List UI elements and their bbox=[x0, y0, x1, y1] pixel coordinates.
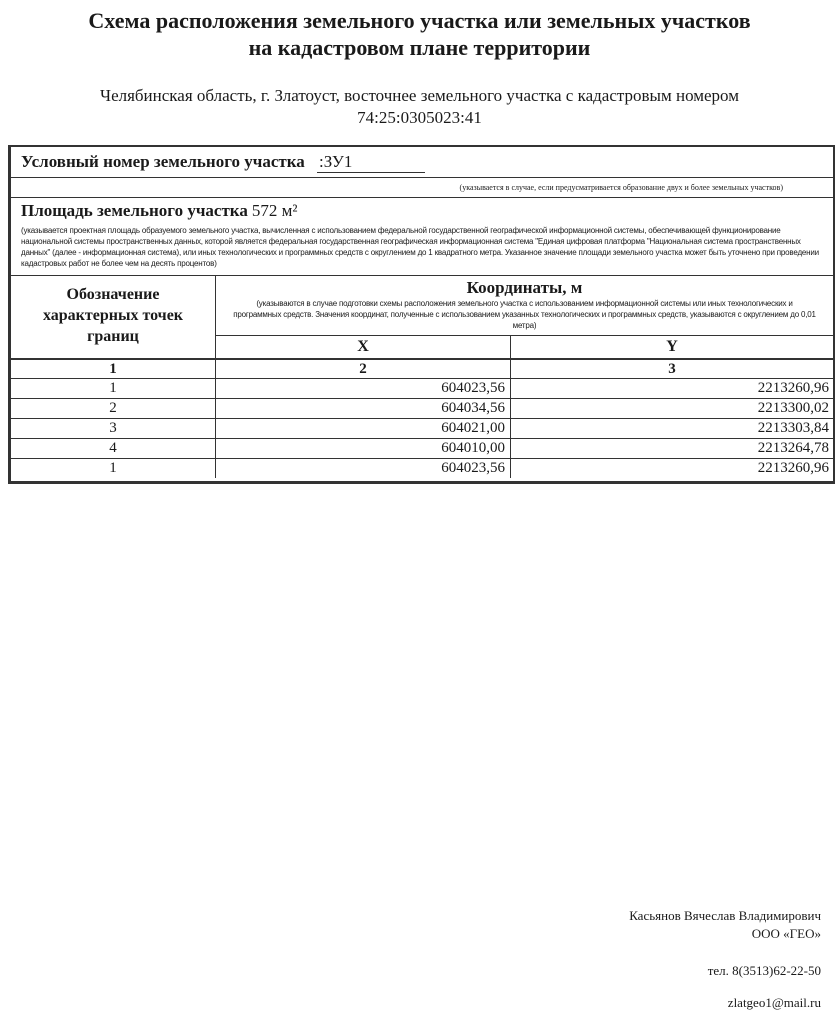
y-column-header: Y bbox=[666, 338, 678, 355]
x-coordinate: 604021,00 bbox=[216, 419, 511, 438]
x-coordinate: 604023,56 bbox=[216, 459, 511, 478]
document-title-line-1: Схема расположения земельного участка или земельных участков bbox=[88, 8, 751, 33]
parcel-number-value: :ЗУ1 bbox=[317, 152, 425, 173]
parcel-area-value: 572 м² bbox=[251, 201, 298, 220]
y-coordinate: 2213264,78 bbox=[757, 440, 829, 456]
y-coordinate: 2213303,84 bbox=[757, 420, 829, 436]
points-column-header: Обозначение характерных точек границ bbox=[11, 276, 216, 358]
phone-number: тел. 8(3513)62-22-50 bbox=[707, 963, 821, 978]
table-row bbox=[11, 418, 833, 438]
cadastral-number: 74:25:0305023:41 bbox=[357, 108, 482, 127]
y-coordinate: 2213260,96 bbox=[757, 380, 829, 396]
signatory-name: Касьянов Вячеслав Владимирович bbox=[629, 908, 821, 923]
column-number-row bbox=[11, 358, 833, 378]
point-id: 3 bbox=[11, 419, 216, 438]
x-column-header: X bbox=[216, 336, 511, 358]
point-id: 4 bbox=[11, 439, 216, 458]
parcel-area-row bbox=[11, 198, 833, 276]
coordinates-header bbox=[216, 276, 833, 336]
table-row bbox=[11, 378, 833, 398]
point-id: 1 bbox=[11, 459, 216, 478]
y-coordinate: 2213300,02 bbox=[757, 400, 829, 416]
address-line-1: Челябинская область, г. Златоуст, восточнее земельного участка с кадастровым номером bbox=[100, 86, 739, 105]
column-number: 2 bbox=[216, 360, 511, 378]
table-row bbox=[11, 458, 833, 478]
parcel-table bbox=[8, 145, 835, 484]
x-coordinate: 604023,56 bbox=[216, 379, 511, 398]
column-number: 1 bbox=[11, 360, 216, 378]
parcel-area-label: Площадь земельного участка bbox=[21, 201, 248, 220]
table-row bbox=[11, 398, 833, 418]
coordinates-title: Координаты, м bbox=[466, 278, 583, 297]
point-id: 1 bbox=[11, 379, 216, 398]
document-title-line-2: на кадастровом плане территории bbox=[248, 35, 591, 60]
x-coordinate: 604034,56 bbox=[216, 399, 511, 418]
parcel-number-row bbox=[11, 147, 833, 178]
email-address: zlatgeo1@mail.ru bbox=[727, 995, 821, 1010]
x-coordinate: 604010,00 bbox=[216, 439, 511, 458]
y-coordinate: 2213260,96 bbox=[757, 460, 829, 476]
coordinates-grid bbox=[11, 276, 833, 481]
column-number: 3 bbox=[668, 361, 676, 377]
parcel-number-hint: (указывается в случае, если предусматривается образование двух и более земельных участков) bbox=[459, 183, 783, 192]
parcel-number-hint-row bbox=[11, 178, 833, 198]
parcel-area-note: (указывается проектная площадь образуемого земельного участка, вычисленная с использованием федеральной государственной географической информационной системы, обеспечивающей функционирование национальной системы пространственных данных, которой является федеральная государственная географическая информационная система "Единая цифровая платформа "Национальная система пространственных данных" (далее - информационная система), или иных технологических и программных средств с округлением до 1 квадратного метра. Указанное значение площади земельного участка может быть уточнено при проведении кадастровых работ не более чем на десять процентов) bbox=[21, 226, 819, 268]
parcel-number-label: Условный номер земельного участка bbox=[21, 152, 305, 171]
coordinates-note: (указываются в случае подготовки схемы расположения земельного участка с использованием информационной системы или иных технологических и программных средств. Значения координат, полученные с использованием указанных технологических и программных средств, указываются с округлением до 0,01 метра) bbox=[233, 299, 816, 330]
company-name: ООО «ГЕО» bbox=[751, 926, 821, 941]
table-row bbox=[11, 438, 833, 458]
point-id: 2 bbox=[11, 399, 216, 418]
